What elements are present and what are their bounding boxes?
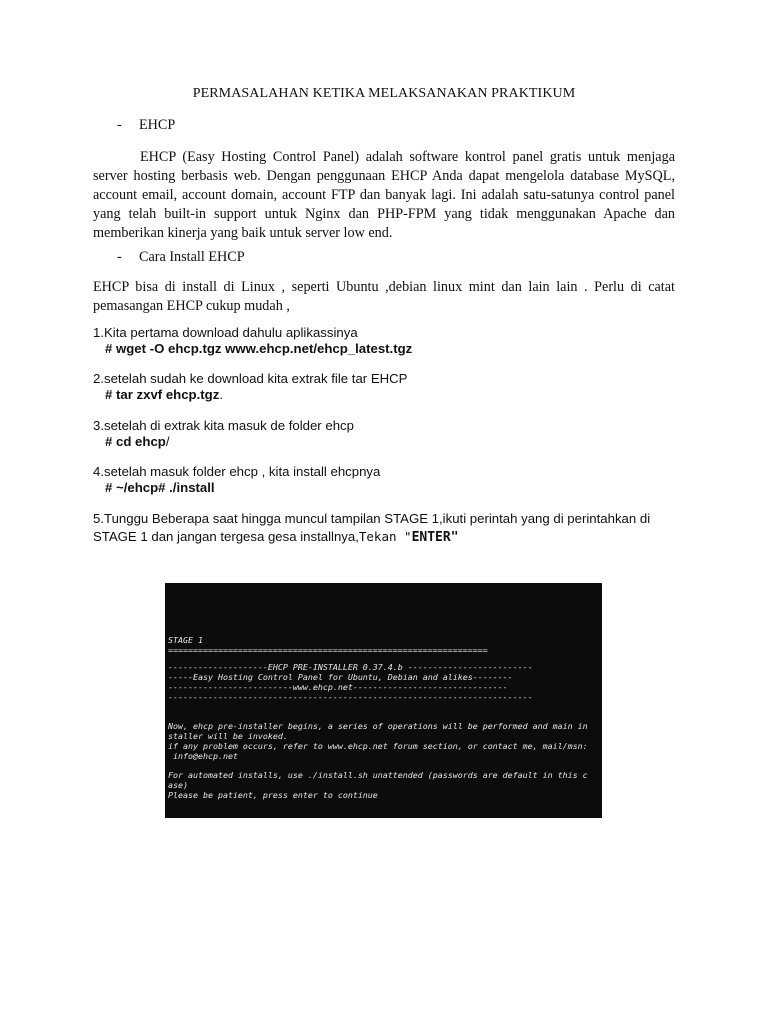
terminal-line: --------------------EHCP PRE-INSTALLER 0.37.4.b -------------------------	[168, 662, 533, 672]
terminal-line: -------------------------www.ehcp.net-------------------------------	[168, 682, 508, 692]
step-command: # tar zxvf ehcp.tgz.	[105, 387, 223, 402]
bullet-dash: -	[117, 117, 122, 133]
bullet-dash: -	[117, 249, 122, 265]
step-command: # ~/ehcp# ./install	[105, 480, 215, 495]
terminal-line: For automated installs, use ./install.sh unattended (passwords are default in this c	[168, 770, 588, 780]
install-step-4	[93, 464, 683, 496]
step-command: # cd ehcp/	[105, 434, 170, 449]
section-heading-text: Cara Install EHCP	[139, 249, 245, 265]
step-text: 1.Kita pertama download dahulu aplikassinya	[93, 325, 358, 340]
section-install-heading	[117, 248, 245, 267]
section-heading-text: EHCP	[139, 117, 176, 133]
step-text-line2: STAGE 1 dan jangan tergesa gesa installnya,Tekan "ENTER"	[93, 529, 459, 545]
install-step-5	[93, 510, 683, 547]
terminal-line: -------------------------------------------------------------------------	[168, 692, 533, 702]
terminal-line: if any problem occurs, refer to www.ehcp.net forum section, or contact me, mail/msn:	[168, 741, 588, 751]
terminal-line: Now, ehcp pre-installer begins, a series of operations will be performed and main in	[168, 721, 588, 731]
install-step-2	[93, 371, 683, 403]
step-text: 2.setelah sudah ke download kita extrak file tar EHCP	[93, 371, 408, 386]
section-ehcp-heading	[117, 116, 175, 135]
terminal-line: info@ehcp.net	[168, 751, 238, 761]
terminal-line: staller will be invoked.	[168, 731, 288, 741]
terminal-line: Please be patient, press enter to continue	[168, 790, 378, 800]
terminal-line: STAGE 1	[168, 635, 203, 645]
install-step-1	[93, 325, 683, 357]
install-step-3	[93, 418, 683, 450]
terminal-line: ================================================================	[168, 645, 488, 655]
terminal-screenshot	[165, 583, 602, 818]
document-title: PERMASALAHAN KETIKA MELAKSANAKAN PRAKTIKUM	[192, 86, 576, 101]
step-text: 4.setelah masuk folder ehcp , kita install ehcpnya	[93, 464, 381, 479]
step-text-line1: 5.Tunggu Beberapa saat hingga muncul tampilan STAGE 1,ikuti perintah yang di perintahkan di	[93, 511, 651, 526]
ehcp-description-paragraph: EHCP (Easy Hosting Control Panel) adalah software kontrol panel gratis untuk menjaga server hosting berbasis web. Dengan penggunaan EHCP Anda dapat mengelola database MySQL, account email, account domain, account FTP dan banyak lagi. Ini adalah satu-satunya control panel yang telah built-in support untuk Nginx dan PHP-FPM yang tidak menggunakan Apache dan memberikan kinerja yang baik untuk server low end.	[93, 149, 675, 241]
install-intro-paragraph: EHCP bisa di install di Linux , seperti Ubuntu ,debian linux mint dan lain lain . Perlu di catat pemasangan EHCP cukup mudah ,	[93, 279, 675, 314]
step-command: # wget -O ehcp.tgz www.ehcp.net/ehcp_latest.tgz	[105, 341, 413, 356]
terminal-line: ase)	[168, 780, 188, 790]
terminal-line: -----Easy Hosting Control Panel for Ubuntu, Debian and alikes--------	[168, 672, 513, 682]
step-text: 3.setelah di extrak kita masuk de folder ehcp	[93, 418, 354, 433]
